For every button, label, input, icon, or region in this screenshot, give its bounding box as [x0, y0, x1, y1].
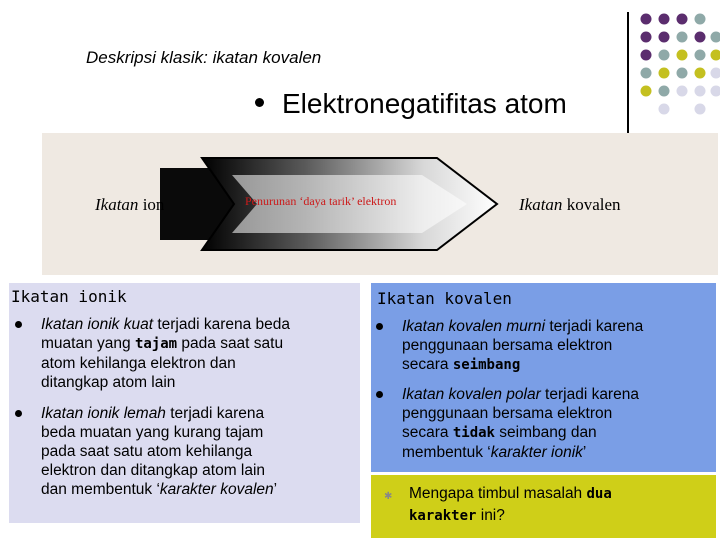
decorative-dot-grid — [630, 10, 720, 122]
subtitle-text: Elektronegatifitas atom — [282, 88, 567, 119]
subtitle-bullet — [255, 88, 567, 120]
covalent-bond-box — [371, 283, 716, 472]
covalent-bullet-1: Ikatan kovalen murni terjadi karena penggunaan bersama elektron secara seimbang — [402, 317, 712, 375]
ionic-heading: Ikatan ionik — [11, 287, 127, 306]
slide-title: Deskripsi klasik: ikatan kovalen — [86, 48, 322, 67]
dot-row-2 — [641, 32, 720, 43]
dot-row-4 — [641, 68, 720, 79]
dot-row-3 — [641, 50, 720, 61]
bullet-dot-icon — [376, 323, 383, 330]
covalent-bond-label: Ikatan kovalen — [519, 195, 621, 214]
sparkle-bullet-icon: ✱ — [384, 491, 393, 502]
ionic-bullet-2: Ikatan ionik lemah terjadi karena beda muatan yang kurang tajam pada saat satu atom kehilanga elektron dan ditangkap atom lain dan membentuk ‘karakter kovalen’ — [41, 404, 357, 499]
bullet-dot-icon — [15, 321, 22, 328]
ionic-bond-box — [9, 283, 360, 523]
question-box — [371, 475, 716, 538]
arrow-label: Penurunan ‘daya tarik’ elektron — [245, 194, 397, 208]
divider-line — [627, 12, 629, 134]
bullet-dot-icon — [255, 98, 264, 107]
ionic-bond-label: Ikatan ion — [95, 195, 165, 214]
bullet-dot-icon — [376, 391, 383, 398]
dot-row-6 — [659, 104, 706, 115]
ionic-bullet-1: Ikatan ionik kuat terjadi karena beda muatan yang tajam pada saat satu atom kehilanga elektron dan ditangkap atom lain — [41, 315, 357, 392]
covalent-heading: Ikatan kovalen — [377, 289, 512, 308]
dot-row-5 — [641, 86, 720, 97]
covalent-bullet-2: Ikatan kovalen polar terjadi karena penggunaan bersama elektron secara tidak seimbang dan membentuk ‘karakter ionik’ — [402, 385, 712, 462]
dot-row-1 — [641, 14, 706, 25]
bullet-dot-icon — [15, 410, 22, 417]
question-text: Mengapa timbul masalah dua karakter ini? — [409, 485, 612, 524]
